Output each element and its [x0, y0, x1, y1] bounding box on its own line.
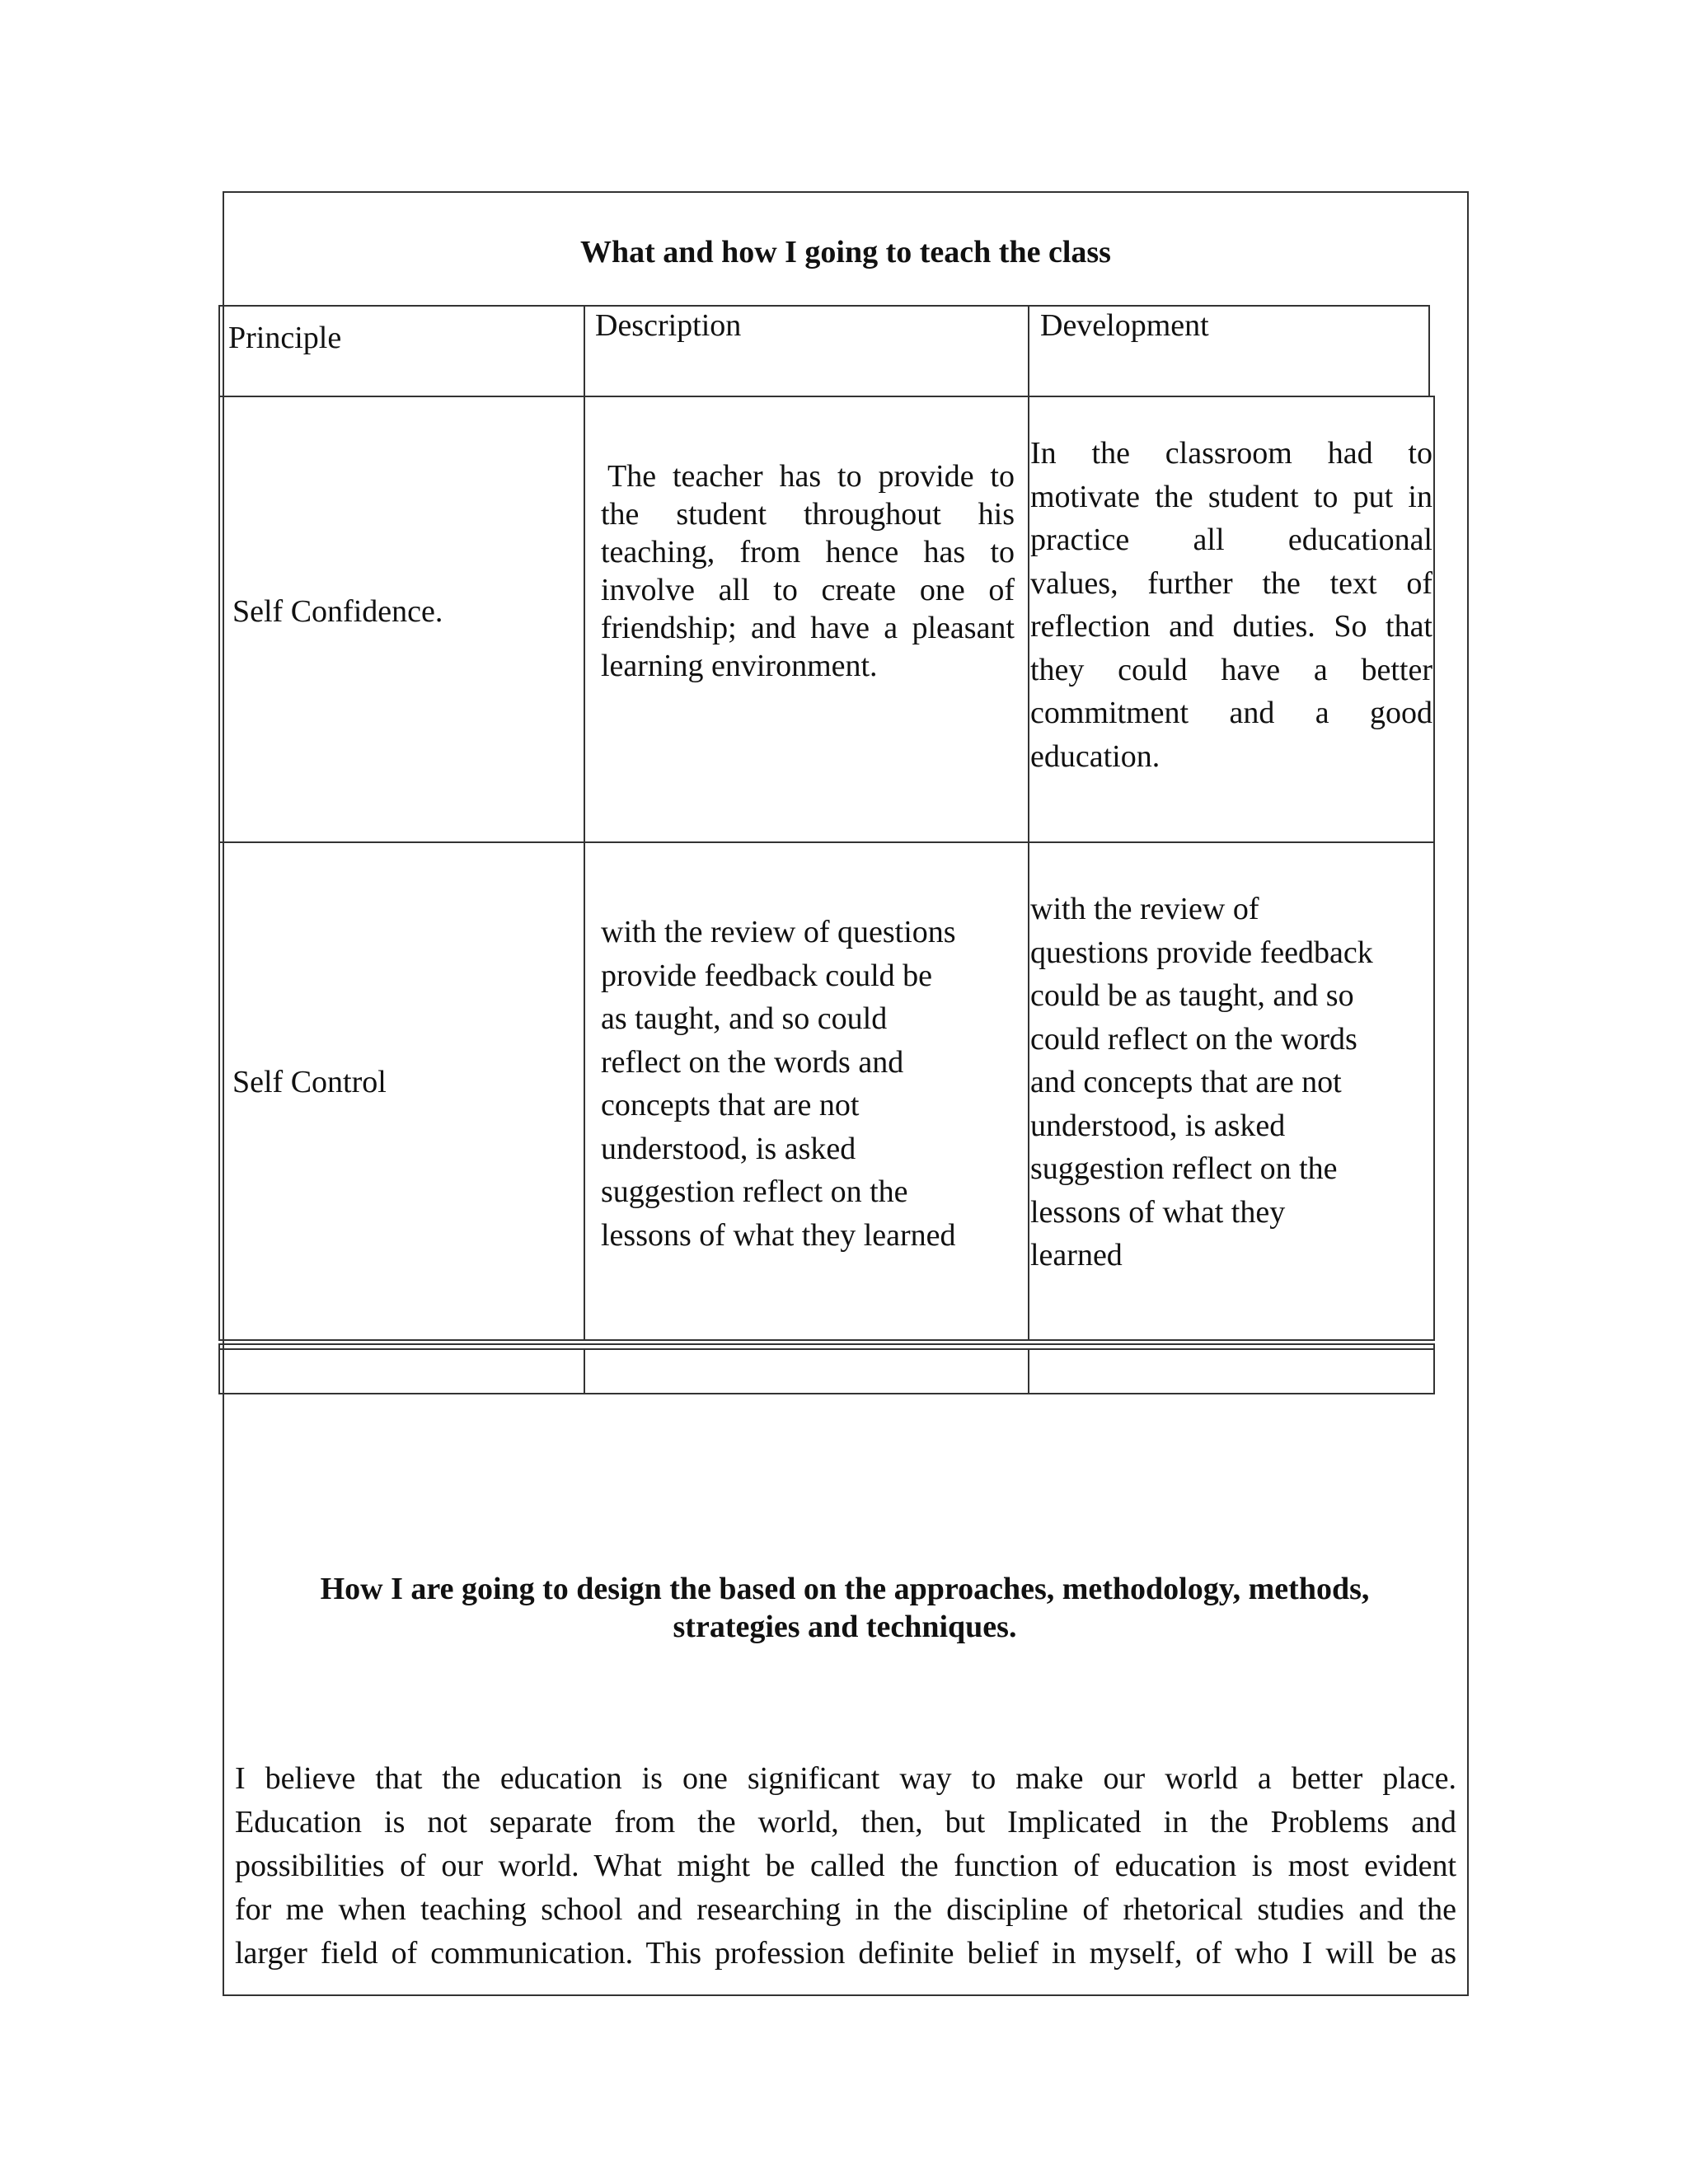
row2-development-text	[1030, 888, 1432, 1277]
row2-development-line: could be as taught, and so	[1030, 978, 1354, 1013]
row1-development-line: In the classroom had to	[1030, 436, 1432, 471]
paragraph-line: Education is not separate from the world, then, but Implicated in the Problems and	[235, 1805, 1456, 1840]
row1-description-line: involve all to create one of	[601, 573, 1015, 607]
row1-description-line: The teacher has to provide to	[607, 459, 1015, 494]
row1-development-line: motivate the student to put in	[1030, 479, 1432, 514]
section2-paragraph	[235, 1757, 1456, 1975]
section2-heading-line: How I are going to design the based on the approaches, methodology, methods,	[320, 1572, 1370, 1606]
row2-development-line: understood, is asked	[1030, 1108, 1286, 1143]
row2-development-line: with the review of	[1030, 892, 1259, 926]
header-description: Description	[595, 308, 742, 343]
header-development: Development	[1040, 308, 1209, 343]
paragraph-line: I believe that the education is one significant way to make our world a better place.	[235, 1761, 1456, 1796]
row3-development-cell	[1028, 1348, 1435, 1394]
row2-principle-text: Self Control	[232, 1065, 387, 1099]
row2-development-line: suggestion reflect on the	[1030, 1151, 1338, 1186]
row2-development-line: lessons of what they	[1030, 1194, 1286, 1230]
row1-development-line: reflection and duties. So that	[1030, 609, 1432, 644]
paragraph-line: possibilities of our world. What might be called the function of education is most evident	[235, 1849, 1456, 1883]
section2-heading	[272, 1570, 1418, 1646]
section-title: What and how I going to teach the class	[580, 235, 1111, 269]
row1-development-line: they could have a better	[1030, 652, 1432, 687]
row1-development-line: values, further the text of	[1030, 565, 1432, 601]
row3-principle-cell	[218, 1348, 585, 1394]
row2-description-line: concepts that are not	[601, 1088, 860, 1122]
row3-description-cell	[584, 1348, 1029, 1394]
row2-description-line: as taught, and so could	[601, 1001, 888, 1036]
row2-development-line: learned	[1030, 1238, 1123, 1272]
row2-description-line: understood, is asked	[601, 1131, 856, 1166]
row1-development-line: education.	[1030, 738, 1160, 774]
row1-principle-text: Self Confidence.	[232, 594, 443, 629]
row1-development-line: practice all educational	[1030, 523, 1432, 557]
header-principle: Principle	[228, 321, 342, 355]
row2-description-line: reflect on the words and	[601, 1044, 904, 1080]
row2-development-line: could reflect on the words	[1030, 1021, 1357, 1057]
row2-description-line: with the review of questions	[601, 915, 956, 949]
row2-description-line: lessons of what they learned	[601, 1217, 956, 1253]
row1-description-line: learning environment.	[601, 649, 878, 683]
row1-description-line: friendship; and have a pleasant	[601, 611, 1015, 645]
row2-description-line: provide feedback could be	[601, 958, 932, 993]
row1-description-line: teaching, from hence has to	[601, 535, 1015, 569]
row1-development-text	[1030, 432, 1432, 778]
paragraph-line: for me when teaching school and researching in the discipline of rhetorical studies and the	[235, 1892, 1456, 1927]
row1-development-line: commitment and a good	[1030, 696, 1432, 730]
row1-description-text	[601, 457, 1015, 685]
row2-development-line: and concepts that are not	[1030, 1065, 1342, 1099]
row2-development-line: questions provide feedback	[1030, 935, 1373, 970]
row2-description-line: suggestion reflect on the	[601, 1174, 908, 1209]
row1-description-line: the student throughout his	[601, 497, 1015, 532]
section2-heading-line: strategies and techniques.	[673, 1610, 1017, 1644]
row2-description-text	[601, 911, 1013, 1257]
paragraph-line: larger field of communication. This profession definite belief in myself, of who I will be as	[235, 1936, 1456, 1971]
